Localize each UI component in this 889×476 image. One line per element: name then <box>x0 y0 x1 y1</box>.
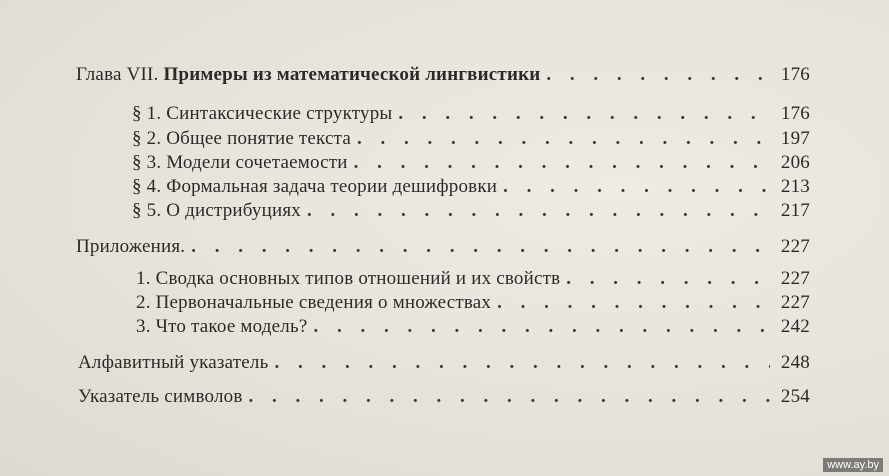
dot-leader <box>191 236 770 258</box>
toc-page-number: 217 <box>780 200 810 221</box>
toc-page-number: 206 <box>780 152 810 173</box>
toc-chapter-label <box>76 64 540 86</box>
dot-leader <box>503 176 770 198</box>
toc-appendix-label: Приложения. <box>76 236 186 257</box>
toc-page-number: 242 <box>780 316 810 337</box>
toc-chapter-row <box>76 64 810 86</box>
dot-leader <box>357 128 770 150</box>
toc-appendix-item-row <box>136 292 810 314</box>
toc-appendix-item-label: 2. Первоначальные сведения о множествах <box>136 292 492 313</box>
toc-appendix-item-label: 1. Сводка основных типов отношений и их свойств <box>136 268 561 289</box>
toc-section-label: § 1. Синтаксические структуры <box>132 103 393 124</box>
toc-section-row <box>132 152 810 174</box>
dot-leader <box>398 103 770 125</box>
toc-symbols-row <box>78 386 810 408</box>
dot-leader <box>313 316 770 338</box>
toc-section-label: § 5. О дистрибуциях <box>132 200 302 221</box>
toc-page-number: 248 <box>780 352 810 373</box>
toc-section-label: § 2. Общее понятие текста <box>132 128 352 149</box>
toc-section-label: § 4. Формальная задача теории дешифровки <box>132 176 498 197</box>
site-watermark: www.ay.by <box>823 458 883 472</box>
toc-section-row <box>132 128 810 150</box>
toc-page-number: 176 <box>780 103 810 124</box>
toc-page-number: 254 <box>780 386 810 407</box>
toc-appendix-item-label: 3. Что такое модель? <box>136 316 308 337</box>
toc-section-label: § 3. Модели сочетаемости <box>132 152 348 173</box>
toc-appendix-row <box>76 236 810 258</box>
dot-leader <box>354 152 770 174</box>
toc-page-number: 227 <box>780 292 810 313</box>
toc-page-number: 227 <box>780 268 810 289</box>
dot-leader <box>249 386 770 408</box>
toc-section-row <box>132 103 810 125</box>
dot-leader <box>307 200 770 222</box>
toc-appendix-item-row <box>136 316 810 338</box>
chapter-title: Примеры из математической лингвистики <box>163 64 541 85</box>
toc-section-row <box>132 200 810 222</box>
toc-appendix-item-row <box>136 268 810 290</box>
toc-index-label: Алфавитный указатель <box>78 352 269 373</box>
dot-leader <box>566 268 770 290</box>
toc-page-number: 213 <box>780 176 810 197</box>
toc-page-number: 176 <box>780 64 810 85</box>
dot-leader <box>497 292 770 314</box>
chapter-prefix: Глава VII. <box>76 64 159 85</box>
dot-leader <box>274 352 770 374</box>
toc-symbols-label: Указатель символов <box>78 386 243 407</box>
dot-leader <box>546 64 770 86</box>
toc-page-number: 197 <box>780 128 810 149</box>
toc-section-row <box>132 176 810 198</box>
toc-index-row <box>78 352 810 374</box>
toc-page-number: 227 <box>780 236 810 257</box>
